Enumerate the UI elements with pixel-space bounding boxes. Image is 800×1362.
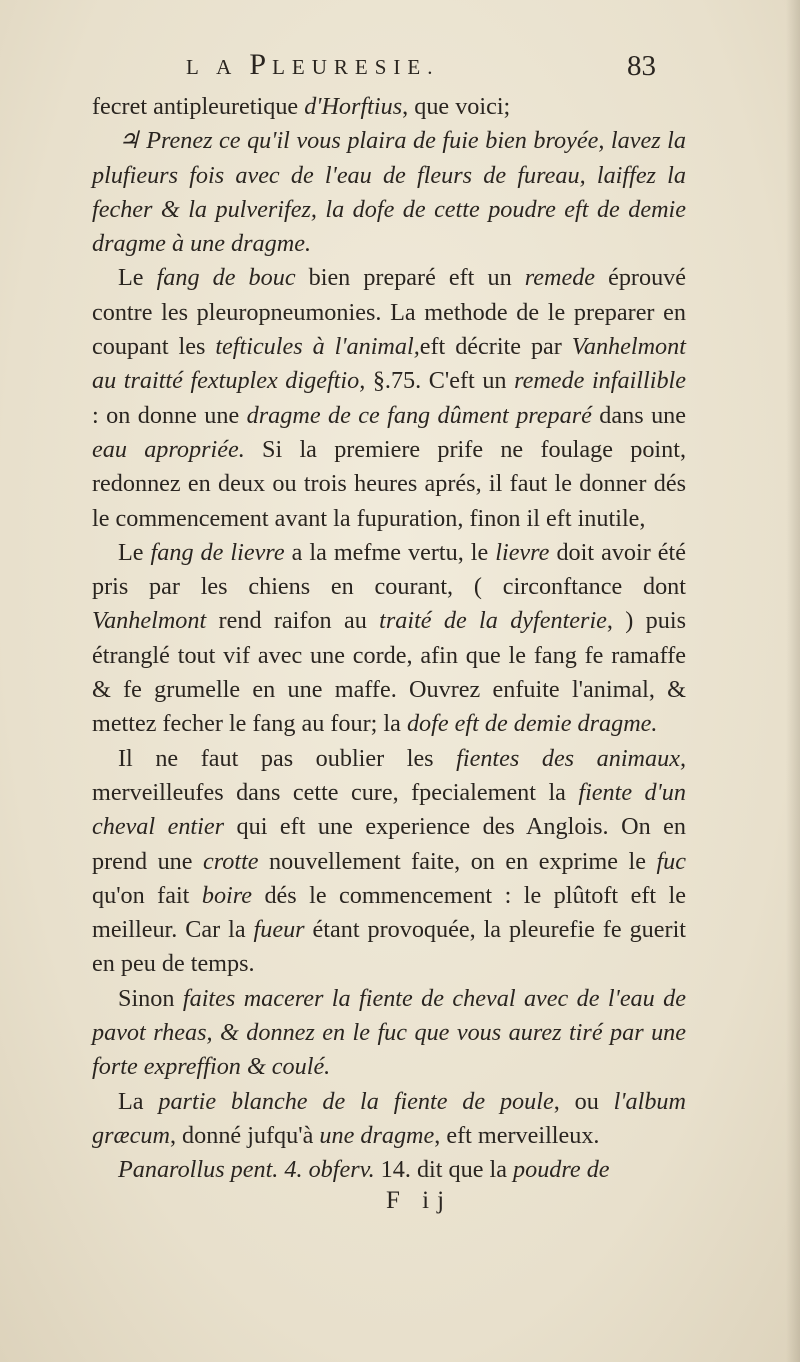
- page-edge-shadow: [786, 0, 800, 1362]
- paragraph-3: Le fang de bouc bien preparé eft un remede éprouvé contre les pleuropneumonies. La methode de le preparer en coupant les tefticules à l'animal,eft décrite par Vanhelmont au traitté fextuplex digeftio, §.75. C'eft un remede infaillible : on donne une dragme de ce fang dûment preparé dans une eau apropriée. Si la premiere prife ne foulage point, redonnez en deux ou trois heures aprés, il faut le donner dés le commencement avant la fupuration, finon il eft inutile,: [92, 264, 687, 532]
- paragraph-8: Panarollus pent. 4. obferv. 14. dit que la poudre de: [118, 1156, 610, 1184]
- paragraph-1: fecret antipleuretique d'Horftius, que voici;: [92, 93, 511, 120]
- paragraph-4: Le fang de lievre a la mefme vertu, le lievre doit avoir été pris par les chiens en courant, ( circonftance dont Vanhelmont rend raifon au traité de la dyfenterie, ) puis étranglé tout vif avec une corde, afin que le fang fe ramaffe & fe grumelle en une maffe. Ouvrez enfuite l'animal, & mettez fecher le fang au four; la dofe eft de demie dragme.: [92, 538, 687, 738]
- running-header: [186, 48, 656, 92]
- paragraph-7: La partie blanche de la fiente de poule, ou l'album græcum, donné jufqu'à une dragme, eft merveilleux.: [92, 1087, 686, 1149]
- page-body: [92, 90, 686, 1188]
- paragraph-2-recipe: ♃ Prenez ce qu'il vous plaira de fuie bien broyée, lavez la plufieurs fois avec de l'eau de fleurs de fureau, laiffez la fecher & la pulverifez, la dofe de cette poudre eft de demie dragme à une dragme.: [92, 127, 686, 258]
- paragraph-6: Sinon faites macerer la fiente de cheval avec de l'eau de pavot rheas, & donnez en le fuc que vous aurez tiré par une forte expreffion & coulé.: [92, 984, 686, 1081]
- signature-mark: F ij: [386, 1187, 453, 1214]
- paragraph-5: Il ne faut pas oublier les fientes des animaux, merveilleufes dans cette cure, fpecialement la fiente d'un cheval entier qui eft une experience des Anglois. On en prend une crotte nouvellement faite, on en exprime le fuc qu'on fait boire dés le commencement : le plûtoft eft le meilleur. Car la fueur étant provoquée, la pleurefie fe guerit en peu de temps.: [92, 744, 687, 978]
- page-number: 83: [627, 50, 656, 82]
- running-title: L A PLEURESIE.: [186, 48, 440, 81]
